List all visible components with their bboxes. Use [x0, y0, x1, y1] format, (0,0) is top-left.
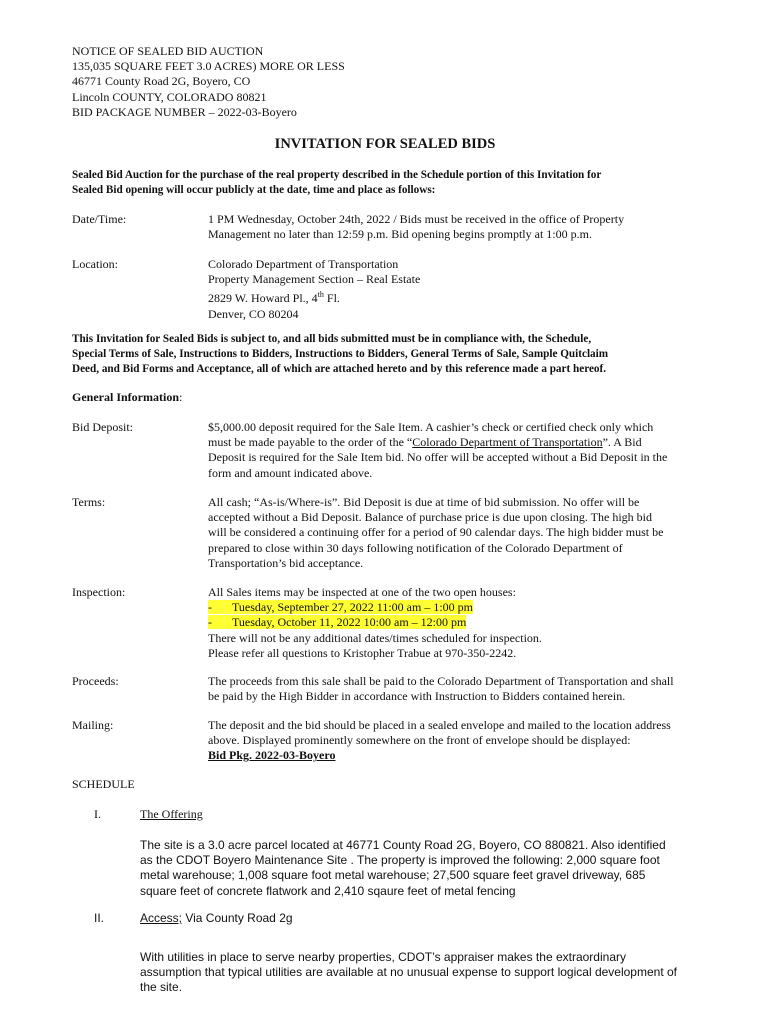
- open-house-date: [208, 600, 704, 615]
- compliance-line: This Invitation for Sealed Bids is subject to, and all bids submitted must be in compliance with, the Schedule,: [72, 333, 592, 345]
- inspection-line: There will not be any additional dates/times scheduled for inspection.: [208, 630, 542, 645]
- inspection-label: Inspection:: [72, 585, 126, 599]
- proceeds-label: Proceeds:: [72, 674, 119, 688]
- bid-deposit-label: Bid Deposit:: [72, 420, 134, 434]
- general-information-label: General Information: [72, 390, 179, 404]
- terms-line: prepared to close within 30 days following notification of the Colorado Department of: [208, 540, 623, 555]
- schedule-heading: SCHEDULE: [72, 777, 135, 791]
- offering-line: square feet of concrete flatwork and 2,410 sqaure feet of metal fencing: [140, 883, 516, 898]
- bid-deposit-line: form and amount indicated above.: [208, 465, 373, 480]
- access-line: the site.: [140, 980, 183, 995]
- mailing-line: The deposit and the bid should be placed in a sealed envelope and mailed to the location address: [208, 718, 671, 732]
- section-title: [140, 911, 293, 926]
- bullet-dash: -: [208, 600, 212, 615]
- header-line: 46771 County Road 2G, Boyero, CO: [72, 74, 251, 89]
- access-line: assumption that typical utilities are available at no unusual expense to support logical development of: [140, 965, 677, 980]
- access-description: [140, 950, 710, 996]
- header-line: 135,035 SQUARE FEET 3.0 ACRES) MORE OR LESS: [72, 59, 345, 74]
- location-line: Denver, CO 80204: [208, 306, 299, 321]
- location-label: Location:: [72, 257, 118, 271]
- terms-line: Transportation’s bid acceptance.: [208, 555, 364, 570]
- terms-line: All cash; “As-is/Where-is”. Bid Deposit is due at time of bid submission. No offer will be: [208, 495, 640, 509]
- bid-deposit-line: $5,000.00 deposit required for the Sale Item. A cashier’s check or certified check only which: [208, 420, 654, 434]
- compliance-line: Deed, and Bid Forms and Acceptance, all of which are attached hereto and by this reference made a part hereof.: [72, 363, 607, 376]
- access-route: Via County Road 2g: [182, 911, 293, 925]
- location-floor-label: Fl.: [323, 291, 340, 306]
- section-numeral: II.: [94, 911, 105, 925]
- mailing-value: [208, 718, 704, 764]
- compliance-paragraph: [72, 332, 702, 378]
- bid-deposit-value: [208, 420, 704, 481]
- envelope-label: Bid Pkg. 2022-03-Boyero: [208, 748, 336, 763]
- open-house-date: [208, 615, 704, 630]
- inspection-value: [208, 585, 704, 661]
- intro-line: Sealed Bid Auction for the purchase of the real property described in the Schedule portion of this Invitation for: [72, 169, 602, 181]
- terms-line: accepted without a Bid Deposit. Balance of purchase price is due upon closing. The high bid: [208, 510, 652, 525]
- mailing-label: Mailing:: [72, 718, 114, 732]
- proceeds-line: The proceeds from this sale shall be paid to the Colorado Department of Transportation and shall: [208, 674, 674, 688]
- location-line: Colorado Department of Transportation: [208, 257, 399, 271]
- location-line: Property Management Section – Real Estate: [208, 272, 421, 287]
- open-house-date-text: Tuesday, September 27, 2022 11:00 am – 1:00 pm: [232, 600, 473, 615]
- offering-line: as the CDOT Boyero Maintenance Site . The property is improved the following: 2,000 square foot: [140, 853, 660, 868]
- offering-description: [140, 838, 710, 899]
- notice-header: [72, 44, 345, 120]
- intro-line: Sealed Bid opening will occur publicly at the date, time and place as follows:: [72, 184, 436, 197]
- general-information-heading: [72, 390, 182, 405]
- document-title: INVITATION FOR SEALED BIDS: [274, 136, 496, 152]
- bid-deposit-line: [208, 435, 704, 450]
- terms-label: Terms:: [72, 495, 106, 509]
- access-title: Access;: [140, 911, 183, 925]
- datetime-line: Management no later than 12:59 p.m. Bid opening begins promptly at 1:00 p.m.: [208, 227, 592, 242]
- intro-paragraph: [72, 168, 702, 198]
- location-line: [208, 287, 704, 306]
- payee-name: Colorado Department of Transportation: [412, 435, 603, 450]
- open-house-date-text: Tuesday, October 11, 2022 10:00 am – 12:00 pm: [232, 615, 467, 630]
- inspection-line: Please refer all questions to Kristopher Trabue at 970-350-2242.: [208, 645, 517, 660]
- datetime-line: 1 PM Wednesday, October 24th, 2022 / Bids must be received in the office of Property: [208, 212, 625, 226]
- datetime-label: Date/Time:: [72, 212, 127, 226]
- header-line: NOTICE OF SEALED BID AUCTION: [72, 44, 264, 58]
- datetime-value: [208, 212, 704, 242]
- offering-line: metal warehouse; 1,008 square foot metal warehouse; 27,500 square feet gravel driveway, 685: [140, 868, 646, 883]
- header-line: Lincoln COUNTY, COLORADO 80821: [72, 89, 267, 104]
- general-information-colon: :: [179, 390, 183, 404]
- access-line: With utilities in place to serve nearby properties, CDOT’s appraiser makes the extraordinary: [140, 950, 626, 964]
- proceeds-value: [208, 674, 704, 704]
- bid-deposit-line: Deposit is required for the Sale Item bid. No offer will be accepted without a Bid Deposit in the: [208, 450, 668, 465]
- section-title: The Offering: [140, 807, 203, 821]
- bullet-dash: -: [208, 615, 212, 630]
- section-numeral: I.: [94, 807, 101, 821]
- location-value: [208, 257, 704, 322]
- location-floor-suffix: th: [317, 290, 324, 300]
- bid-deposit-text: must be made payable to the order of the “: [208, 435, 413, 450]
- header-line: BID PACKAGE NUMBER – 2022-03-Boyero: [72, 104, 297, 119]
- terms-value: [208, 495, 704, 571]
- terms-line: will be considered a continuing offer for a period of 90 calendar days. The high bidder must be: [208, 525, 664, 540]
- compliance-line: Special Terms of Sale, Instructions to Bidders, Instructions to Bidders, General Terms of Sale, Sample Quitclaim: [72, 348, 609, 361]
- inspection-line: All Sales items may be inspected at one of the two open houses:: [208, 585, 516, 599]
- bid-deposit-text: ”. A Bid: [602, 435, 642, 450]
- mailing-line: above. Displayed prominently somewhere on the front of envelope should be displayed:: [208, 733, 631, 748]
- proceeds-line: be paid by the High Bidder in accordance with Instruction to Bidders contained herein.: [208, 689, 626, 704]
- location-street: 2829 W. Howard Pl., 4: [208, 291, 318, 306]
- offering-line: The site is a 3.0 acre parcel located at 46771 County Road 2G, Boyero, CO 880821. Also identified: [140, 838, 666, 852]
